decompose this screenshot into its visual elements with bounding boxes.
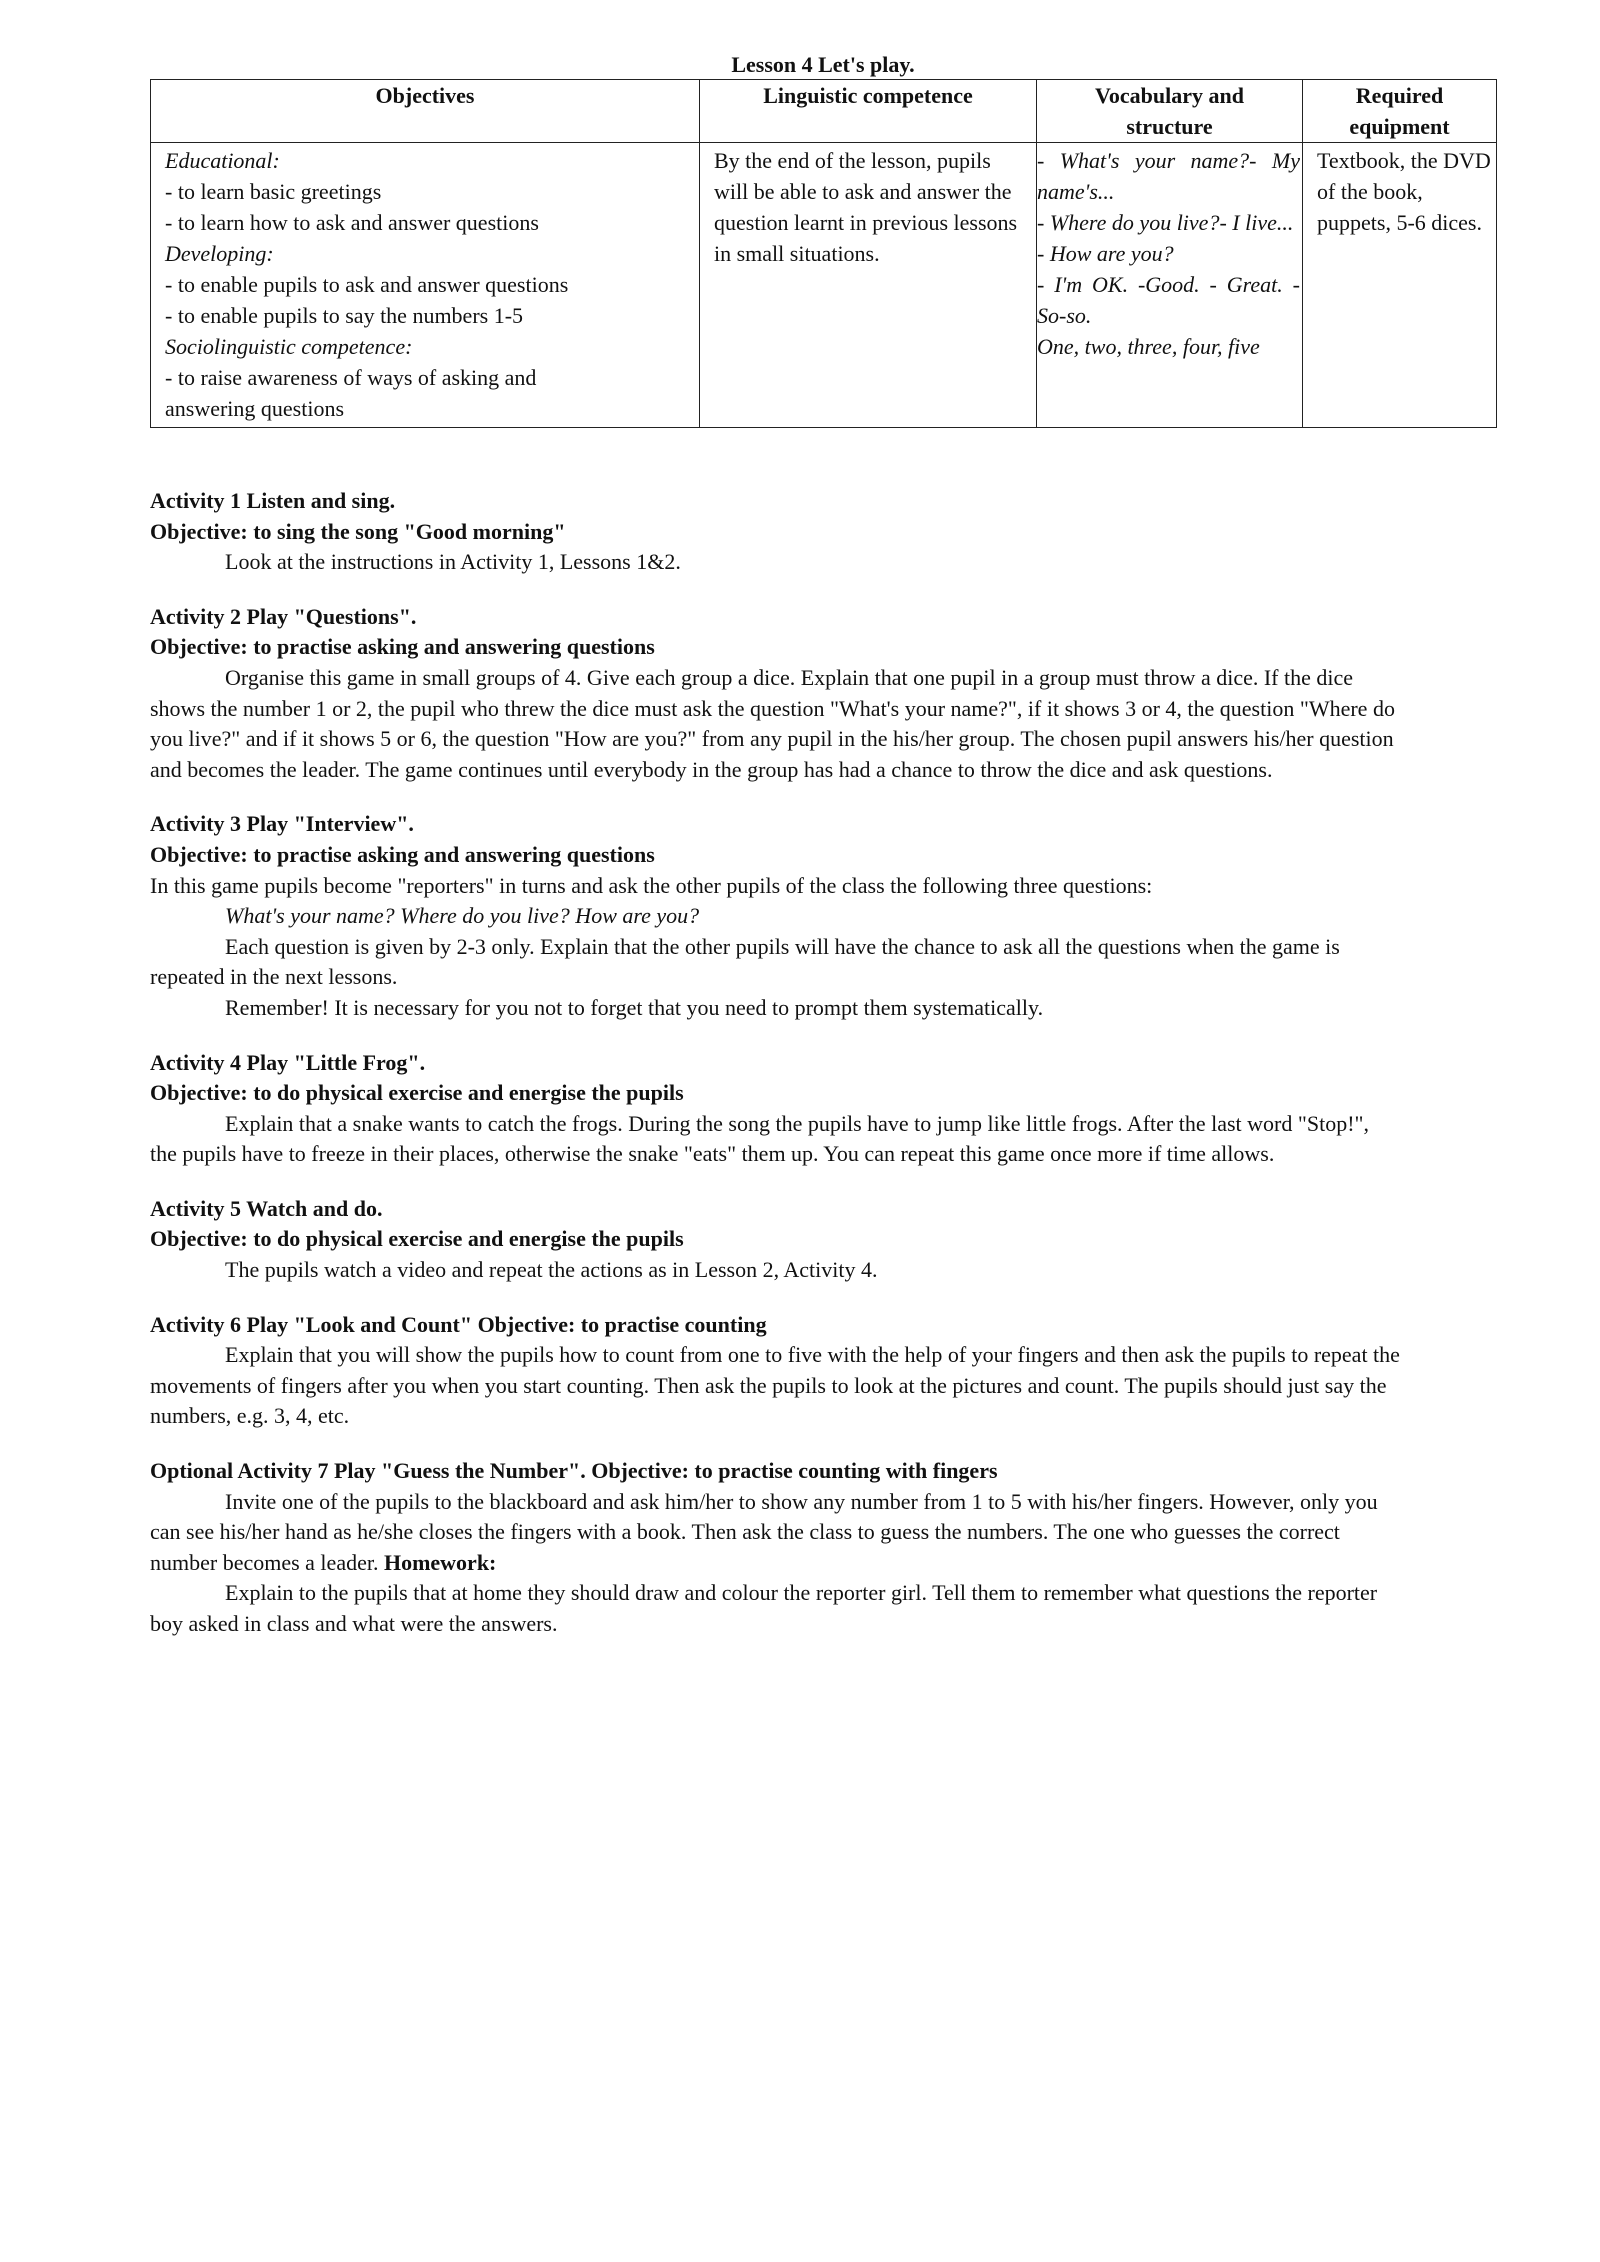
homework-label: Homework: <box>383 1549 497 1575</box>
activity-heading: Activity 2 Play "Questions". <box>150 603 417 629</box>
objectives-cell <box>151 143 700 428</box>
activity-objective: Objective: to practise asking and answering questions <box>150 634 655 660</box>
activities-section <box>150 486 1400 1640</box>
activity-heading: Activity 6 Play "Look and Count" Objective: to practise counting <box>150 1311 767 1337</box>
activity-heading: Activity 1 Listen and sing. <box>150 488 396 513</box>
activity-6 <box>150 1310 1400 1432</box>
vocabulary-line: - I'm OK. -Good. - Great. - So-so. <box>1037 272 1300 328</box>
objective-line: Developing: <box>165 241 274 266</box>
activity-paragraph: Explain that you will show the pupils how to count from one to five with the help of your fingers and then ask the pupils to repeat the movements of fingers after you when you start counting. Then ask the pupils to look at the pictures and count. The pupils should just say the numbers, e.g. 3, 4, etc. <box>150 1342 1400 1429</box>
linguistic-competence-cell <box>700 143 1037 428</box>
objective-line: - to learn basic greetings <box>165 179 382 204</box>
homework-paragraph: Explain to the pupils that at home they should draw and colour the reporter girl. Tell them to remember what questions the reporter boy asked in class and what were the answers. <box>150 1580 1378 1636</box>
activity-questions: What's your name? Where do you live? How are you? <box>225 903 700 929</box>
linguistic-competence-text: By the end of the lesson, pupils will be able to ask and answer the question learnt in previous lessons in small situations. <box>714 148 1018 266</box>
header-equipment: Required equipment <box>1303 80 1497 143</box>
equipment-cell <box>1303 143 1497 428</box>
activity-5 <box>150 1194 1400 1286</box>
objective-line: - to learn how to ask and answer questions <box>165 210 539 235</box>
objective-line: - to enable pupils to say the numbers 1-5 <box>165 303 524 328</box>
activity-7 <box>150 1456 1400 1640</box>
activity-3 <box>150 809 1400 1023</box>
objective-line: Sociolinguistic competence: <box>165 334 413 359</box>
activity-1 <box>150 486 1400 578</box>
header-objectives: Objectives <box>151 80 700 143</box>
vocabulary-line: - Where do you live?- I live... <box>1037 210 1294 235</box>
objective-line: - to raise awareness of ways of asking and answering questions <box>165 365 537 421</box>
activity-paragraph: Remember! It is necessary for you not to forget that you need to prompt them systematically. <box>225 994 1044 1020</box>
vocabulary-line: One, two, three, four, five <box>1037 334 1260 359</box>
vocabulary-line: - What's your name?- My name's... <box>1037 148 1300 204</box>
activity-paragraph <box>150 1487 1400 1579</box>
table-row <box>151 143 1497 428</box>
activity-objective: Objective: to do physical exercise and energise the pupils <box>150 1226 684 1252</box>
activity-objective: Objective: to practise asking and answering questions <box>150 841 655 867</box>
equipment-text: Textbook, the DVD of the book, puppets, 5-6 dices. <box>1317 148 1491 235</box>
activity-2 <box>150 602 1400 786</box>
activity-paragraph: Each question is given by 2-3 only. Explain that the other pupils will have the chance to ask all the questions when the game is repeated in the next lessons. <box>150 933 1340 990</box>
activity-objective: Objective: to sing the song "Good morning" <box>150 518 566 544</box>
activity-paragraph: The pupils watch a video and repeat the actions as in Lesson 2, Activity 4. <box>225 1257 878 1283</box>
activity-paragraph: Organise this game in small groups of 4. Give each group a dice. Explain that one pupil in a group must throw a dice. If the dice shows the number 1 or 2, the pupil who threw the dice must ask the question "What's your name?", if it shows 3 or 4, the question "Where do you live?" and if it shows 5 or 6, the question "How are you?" from any pupil in the his/her group. The chosen pupil answers his/her question and becomes the leader. The game continues until everybody in the group has had a chance to throw the dice and ask questions. <box>150 664 1395 782</box>
lesson-title: Lesson 4 Let's play. <box>731 52 915 77</box>
vocabulary-cell <box>1037 143 1303 428</box>
activity-paragraph: Explain that a snake wants to catch the frogs. During the song the pupils have to jump like little frogs. After the last word "Stop!", the pupils have to freeze in their places, otherwise the snake "eats" them up. You can repeat this game once more if time allows. <box>150 1110 1370 1167</box>
table-header-row <box>151 80 1497 143</box>
activity-main-text: Invite one of the pupils to the blackboard and ask him/her to show any number from 1 to 5 with his/her fingers. However, only you can see his/her hand as he/she closes the fingers with a book. Then ask the class to guess the numbers. The one who guesses the correct number becomes a leader. <box>150 1488 1378 1575</box>
activity-intro: In this game pupils become "reporters" in turns and ask the other pupils of the class the following three questions: <box>150 872 1153 898</box>
activity-4 <box>150 1048 1400 1170</box>
activity-heading: Activity 4 Play "Little Frog". <box>150 1049 426 1075</box>
header-vocabulary: Vocabulary and structure <box>1037 80 1303 143</box>
document-page <box>150 52 1496 1664</box>
activity-heading: Optional Activity 7 Play "Guess the Number". Objective: to practise counting with fingers <box>150 1458 998 1484</box>
header-linguistic-competence: Linguistic competence <box>700 80 1037 143</box>
activity-paragraph: Look at the instructions in Activity 1, Lessons 1&2. <box>225 549 681 575</box>
lesson-plan-table <box>150 79 1497 428</box>
activity-objective: Objective: to do physical exercise and energise the pupils <box>150 1080 684 1106</box>
objective-line: - to enable pupils to ask and answer questions <box>165 272 569 297</box>
objective-line: Educational: <box>165 148 280 173</box>
activity-heading: Activity 3 Play "Interview". <box>150 811 414 837</box>
vocabulary-line: - How are you? <box>1037 241 1174 266</box>
activity-heading: Activity 5 Watch and do. <box>150 1195 383 1221</box>
